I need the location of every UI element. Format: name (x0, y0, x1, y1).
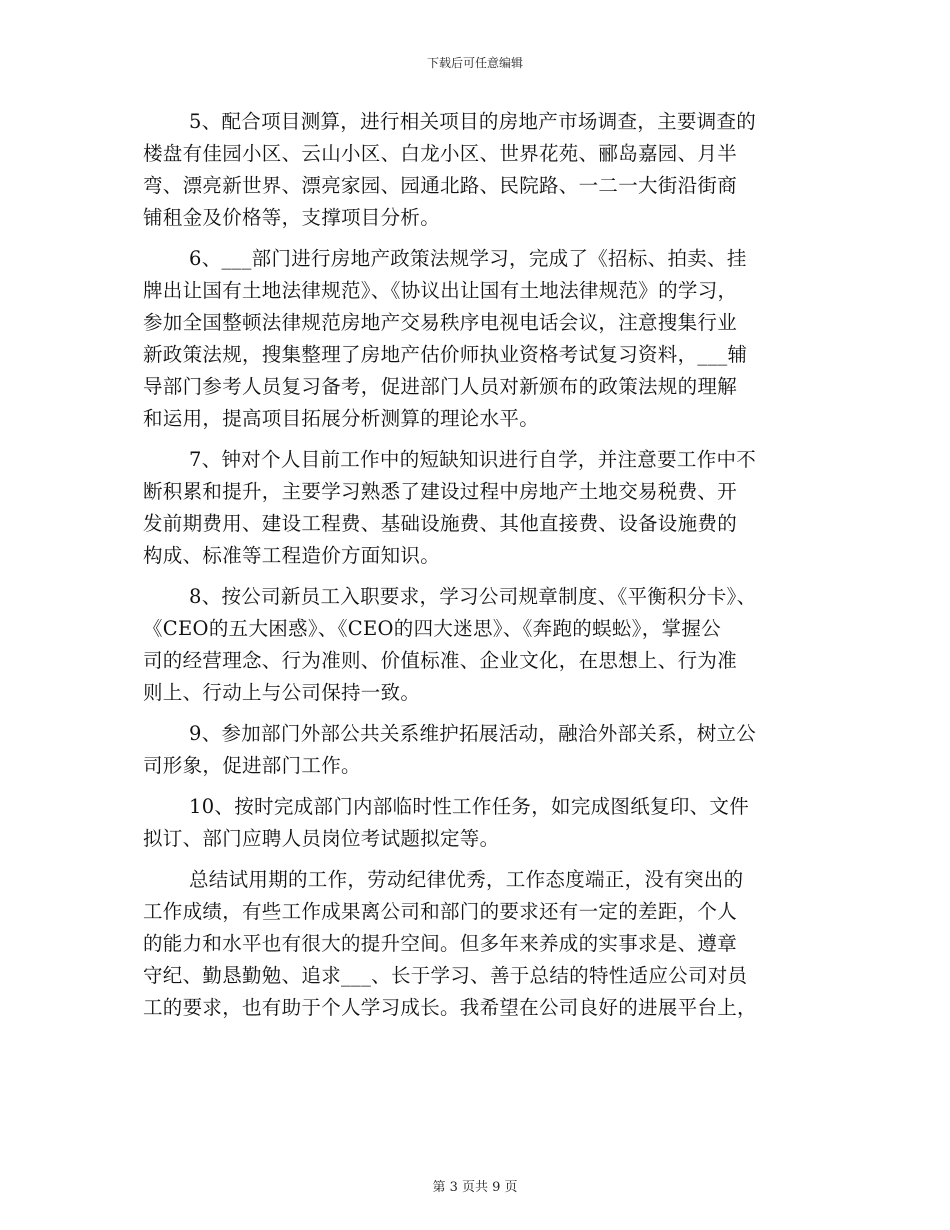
text-line: 楼盘有佳园小区、云山小区、白龙小区、世界花苑、郦岛嘉园、月半 (143, 142, 738, 165)
text-line: 导部门参考人员复习备考，促进部门人员对新颁布的政策法规的理解 (143, 375, 738, 398)
text-line: 新政策法规，搜集整理了房地产估价师执业资格考试复习资料，___辅 (143, 343, 748, 366)
text-line: 的能力和水平也有很大的提升空间。但多年来养成的实事求是、遵章 (143, 932, 738, 955)
text-line: 8、按公司新员工入职要求，学习公司规章制度、《平衡积分卡》、 (189, 585, 757, 608)
text-line: 弯、漂亮新世界、漂亮家园、园通北路、民院路、一二一大街沿街商 (143, 174, 738, 197)
text-line: 铺租金及价格等，支撑项目分析。 (143, 206, 441, 229)
text-line: 7、钟对个人目前工作中的短缺知识进行自学，并注意要工作中不 (189, 448, 757, 471)
page-footer: 第 3 页共 9 页 (432, 1180, 518, 1195)
document-body (143, 106, 807, 1024)
text-line: 总结试用期的工作，劳动纪律优秀，工作态度端正，没有突出的 (189, 868, 744, 891)
text-line: 守纪、勤恳勤勉、追求___、长于学习、善于总结的特性适应公司对员 (143, 964, 748, 987)
text-line: 9、参加部门外部公共关系维护拓展活动，融洽外部关系，树立公 (189, 722, 757, 745)
text-line: 牌出让国有土地法律规范》、《协议出让国有土地法律规范》的学习， (143, 279, 738, 302)
text-line: 司形象，促进部门工作。 (143, 754, 361, 777)
paragraph-item-5 (143, 106, 807, 234)
text-line: 《CEO的五大困惑》、《CEO的四大迷思》、《奔跑的蜈蚣》，掌握公 (143, 617, 721, 640)
text-line: 则上、行动上与公司保持一致。 (143, 681, 421, 704)
text-line: 拟订、部门应聘人员岗位考试题拟定等。 (143, 827, 500, 850)
text-line: 断积累和提升，主要学习熟悉了建设过程中房地产土地交易税费、开 (143, 480, 738, 503)
text-line: 工的要求，也有助于个人学习成长。我希望在公司良好的进展平台上， (143, 996, 757, 1019)
text-line: 司的经营理念、行为准则、价值标准、企业文化，在思想上、行为准 (143, 649, 738, 672)
text-line: 和运用，提高项目拓展分析测算的理论水平。 (143, 407, 540, 430)
paragraph-summary (143, 864, 807, 1024)
paragraph-item-10 (143, 791, 807, 855)
paragraph-item-6 (143, 243, 807, 435)
text-line: 参加全国整顿法律规范房地产交易秩序电视电话会议，注意搜集行业 (143, 311, 738, 334)
paragraph-item-8 (143, 581, 807, 709)
paragraph-item-9 (143, 718, 807, 782)
text-line: 构成、标准等工程造价方面知识。 (143, 544, 441, 567)
text-line: 工作成绩，有些工作成果离公司和部门的要求还有一定的差距，个人 (143, 900, 738, 923)
paragraph-item-7 (143, 444, 807, 572)
page-header: 下载后可任意编辑 (426, 56, 523, 70)
text-line: 发前期费用、建设工程费、基础设施费、其他直接费、设备设施费的 (143, 512, 738, 535)
text-line: 5、配合项目测算，进行相关项目的房地产市场调查，主要调查的 (189, 110, 757, 133)
text-line: 6、___部门进行房地产政策法规学习，完成了《招标、拍卖、挂 (189, 247, 747, 270)
text-line: 10、按时完成部门内部临时性工作任务，如完成图纸复印、文件 (189, 795, 750, 818)
